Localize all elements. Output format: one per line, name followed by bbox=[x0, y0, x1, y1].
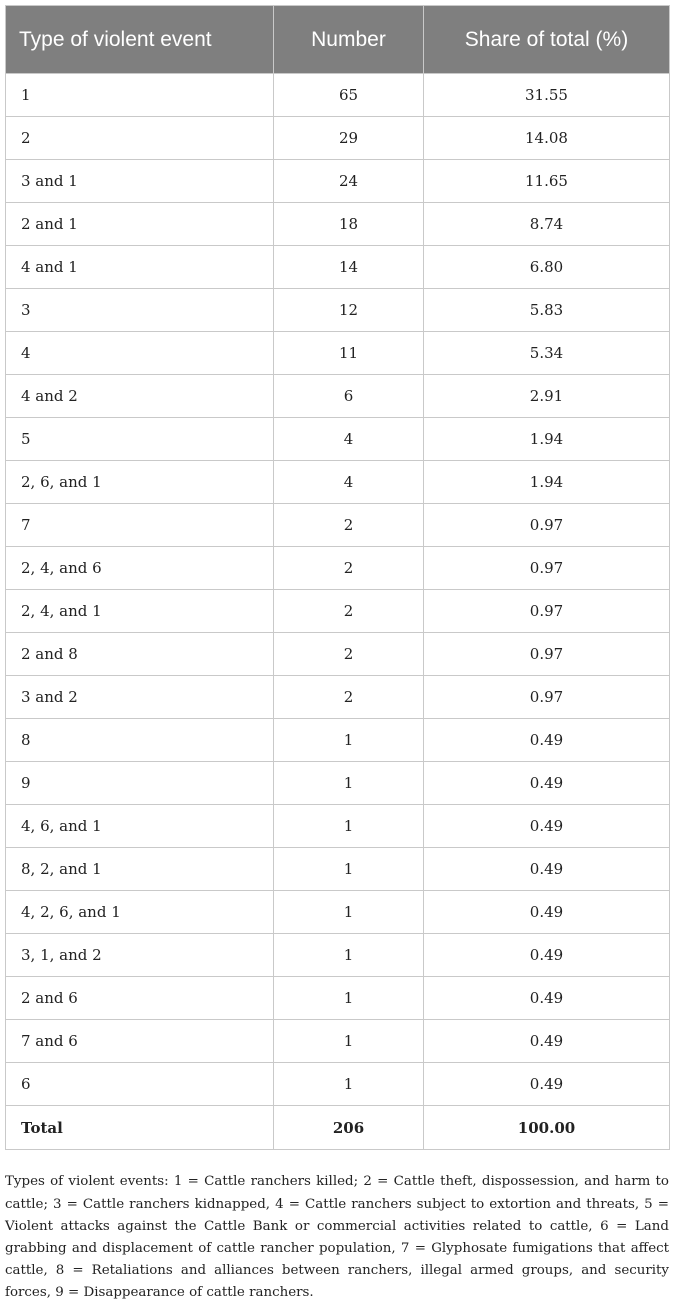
type-cell: 2, 4, and 1 bbox=[6, 590, 274, 633]
table-row bbox=[6, 332, 670, 375]
share-cell: 6.80 bbox=[424, 246, 670, 289]
number-cell: 1 bbox=[274, 848, 424, 891]
table-row bbox=[6, 762, 670, 805]
number-cell: 1 bbox=[274, 977, 424, 1020]
type-cell: 3, 1, and 2 bbox=[6, 934, 274, 977]
type-cell: 2 bbox=[6, 117, 274, 160]
number-cell: 4 bbox=[274, 461, 424, 504]
share-cell: 1.94 bbox=[424, 461, 670, 504]
header-type-of-violent-event: Type of violent event bbox=[6, 6, 274, 74]
number-cell: 11 bbox=[274, 332, 424, 375]
number-cell: 1 bbox=[274, 762, 424, 805]
number-cell: 1 bbox=[274, 719, 424, 762]
table-row bbox=[6, 719, 670, 762]
table-page bbox=[5, 5, 669, 1301]
number-cell: 1 bbox=[274, 934, 424, 977]
table-row bbox=[6, 590, 670, 633]
table-row bbox=[6, 1063, 670, 1106]
share-cell: 0.49 bbox=[424, 1020, 670, 1063]
type-cell: 2, 6, and 1 bbox=[6, 461, 274, 504]
table-header bbox=[6, 6, 670, 74]
type-cell: 9 bbox=[6, 762, 274, 805]
type-cell: 7 bbox=[6, 504, 274, 547]
share-cell: 0.97 bbox=[424, 633, 670, 676]
table-row bbox=[6, 547, 670, 590]
type-cell: 4, 6, and 1 bbox=[6, 805, 274, 848]
type-cell: 3 bbox=[6, 289, 274, 332]
share-cell: 31.55 bbox=[424, 74, 670, 117]
type-cell: 7 and 6 bbox=[6, 1020, 274, 1063]
violent-events-table bbox=[5, 5, 670, 1150]
share-cell: 0.49 bbox=[424, 891, 670, 934]
number-cell: 1 bbox=[274, 805, 424, 848]
share-cell: 0.49 bbox=[424, 934, 670, 977]
type-cell: 4, 2, 6, and 1 bbox=[6, 891, 274, 934]
type-cell: 8, 2, and 1 bbox=[6, 848, 274, 891]
number-cell: 24 bbox=[274, 160, 424, 203]
share-cell: 0.49 bbox=[424, 805, 670, 848]
table-row bbox=[6, 375, 670, 418]
table-row bbox=[6, 633, 670, 676]
table-row bbox=[6, 934, 670, 977]
type-cell: 2, 4, and 6 bbox=[6, 547, 274, 590]
share-cell: 0.49 bbox=[424, 719, 670, 762]
header-row bbox=[6, 6, 670, 74]
table-row bbox=[6, 977, 670, 1020]
total-share: 100.00 bbox=[424, 1106, 670, 1150]
type-cell: 8 bbox=[6, 719, 274, 762]
type-cell: 6 bbox=[6, 1063, 274, 1106]
share-cell: 0.49 bbox=[424, 977, 670, 1020]
table-footnote: Types of violent events: 1 = Cattle ranchers killed; 2 = Cattle theft, dispossession, and harm to cattle; 3 = Cattle ranchers kidnapped, 4 = Cattle ranchers subject to extortion and threats, 5 = Violent attacks against the Cattle Bank or commercial activities related to cattle, 6 = Land grabbing and displacement of cattle rancher population, 7 = Glyphosate fumigations that affect cattle, 8 = Retaliations and alliances between ranchers, illegal armed groups, and security forces, 9 = Disappearance of cattle ranchers. bbox=[5, 1174, 669, 1301]
total-label: Total bbox=[6, 1106, 274, 1150]
number-cell: 1 bbox=[274, 1020, 424, 1063]
type-cell: 5 bbox=[6, 418, 274, 461]
table-row bbox=[6, 160, 670, 203]
share-cell: 0.97 bbox=[424, 590, 670, 633]
share-cell: 2.91 bbox=[424, 375, 670, 418]
number-cell: 12 bbox=[274, 289, 424, 332]
table-row bbox=[6, 676, 670, 719]
header-number: Number bbox=[274, 6, 424, 74]
total-number: 206 bbox=[274, 1106, 424, 1150]
share-cell: 1.94 bbox=[424, 418, 670, 461]
share-cell: 8.74 bbox=[424, 203, 670, 246]
table-row bbox=[6, 891, 670, 934]
number-cell: 14 bbox=[274, 246, 424, 289]
share-cell: 5.34 bbox=[424, 332, 670, 375]
type-cell: 2 and 8 bbox=[6, 633, 274, 676]
number-cell: 18 bbox=[274, 203, 424, 246]
table-row bbox=[6, 289, 670, 332]
table-row bbox=[6, 504, 670, 547]
table-row bbox=[6, 418, 670, 461]
number-cell: 2 bbox=[274, 504, 424, 547]
number-cell: 4 bbox=[274, 418, 424, 461]
share-cell: 11.65 bbox=[424, 160, 670, 203]
number-cell: 2 bbox=[274, 547, 424, 590]
number-cell: 2 bbox=[274, 633, 424, 676]
number-cell: 65 bbox=[274, 74, 424, 117]
type-cell: 1 bbox=[6, 74, 274, 117]
table-body bbox=[6, 74, 670, 1150]
share-cell: 0.49 bbox=[424, 848, 670, 891]
share-cell: 0.97 bbox=[424, 676, 670, 719]
table-row bbox=[6, 74, 670, 117]
header-share-of-total: Share of total (%) bbox=[464, 28, 629, 51]
number-cell: 1 bbox=[274, 891, 424, 934]
table-row bbox=[6, 805, 670, 848]
number-cell: 2 bbox=[274, 590, 424, 633]
share-cell: 5.83 bbox=[424, 289, 670, 332]
share-cell: 0.97 bbox=[424, 547, 670, 590]
type-cell: 4 and 1 bbox=[6, 246, 274, 289]
table-row bbox=[6, 1020, 670, 1063]
total-row bbox=[6, 1106, 670, 1150]
table-row bbox=[6, 117, 670, 160]
number-cell: 29 bbox=[274, 117, 424, 160]
share-cell: 0.97 bbox=[424, 504, 670, 547]
type-cell: 2 and 1 bbox=[6, 203, 274, 246]
share-cell: 0.49 bbox=[424, 762, 670, 805]
number-cell: 6 bbox=[274, 375, 424, 418]
type-cell: 2 and 6 bbox=[6, 977, 274, 1020]
table-row bbox=[6, 203, 670, 246]
table-row bbox=[6, 246, 670, 289]
type-cell: 4 and 2 bbox=[6, 375, 274, 418]
share-cell: 0.49 bbox=[424, 1063, 670, 1106]
table-row bbox=[6, 461, 670, 504]
type-cell: 4 bbox=[6, 332, 274, 375]
table-row bbox=[6, 848, 670, 891]
number-cell: 1 bbox=[274, 1063, 424, 1106]
type-cell: 3 and 1 bbox=[6, 160, 274, 203]
number-cell: 2 bbox=[274, 676, 424, 719]
type-cell: 3 and 2 bbox=[6, 676, 274, 719]
share-cell: 14.08 bbox=[424, 117, 670, 160]
